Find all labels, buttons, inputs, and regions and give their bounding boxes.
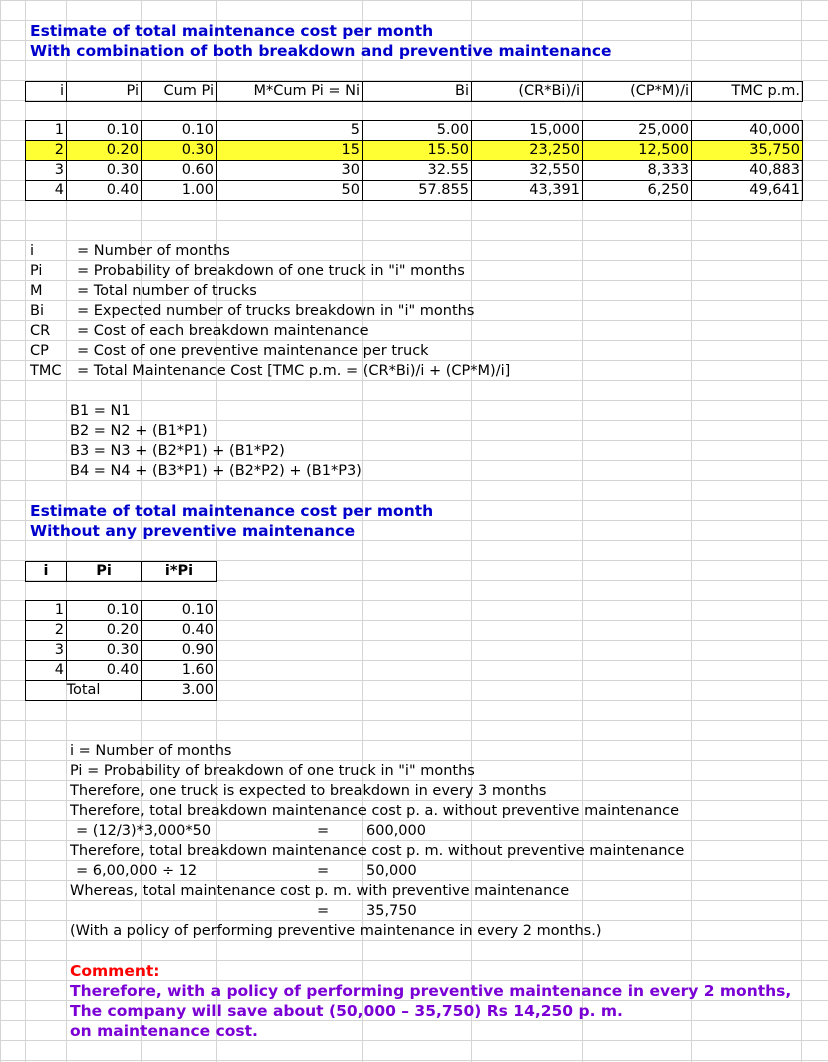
header-cell: i bbox=[26, 82, 67, 102]
table-row bbox=[26, 161, 803, 181]
legend-definition: = Cost of one preventive maintenance per truck bbox=[77, 343, 429, 359]
legend-symbol: Pi bbox=[30, 263, 43, 279]
header-cell: Pi bbox=[67, 82, 142, 102]
table-cell: 4 bbox=[26, 661, 67, 681]
note-line: Therefore, total breakdown maintenance cost p. m. without preventive maintenance bbox=[70, 843, 685, 859]
table-cell: 0.40 bbox=[142, 621, 217, 641]
table-cell: 23,250 bbox=[472, 141, 583, 161]
table-cell: 2 bbox=[26, 141, 67, 161]
table-cell: 0.10 bbox=[67, 601, 142, 621]
table-cell: 0.90 bbox=[142, 641, 217, 661]
table-header-row bbox=[26, 82, 803, 102]
table-row bbox=[26, 181, 803, 201]
table-cell: 5 bbox=[217, 121, 363, 141]
table-cell: 1 bbox=[26, 121, 67, 141]
table-cell: 0.30 bbox=[67, 641, 142, 661]
table-cell: 49,641 bbox=[692, 181, 803, 201]
table-cell: 15,000 bbox=[472, 121, 583, 141]
calc-equals: = bbox=[317, 903, 330, 919]
header-cell: i bbox=[26, 562, 67, 582]
note-line: Whereas, total maintenance cost p. m. with preventive maintenance bbox=[70, 883, 570, 899]
table-cell: 3 bbox=[26, 161, 67, 181]
formula-line: B1 = N1 bbox=[70, 403, 131, 419]
total-label: Total bbox=[26, 681, 142, 701]
table-cell: 0.30 bbox=[142, 141, 217, 161]
legend-symbol: i bbox=[30, 243, 35, 259]
spacer-row bbox=[26, 102, 803, 121]
table-cell: 35,750 bbox=[692, 141, 803, 161]
table-cell: 0.20 bbox=[67, 621, 142, 641]
no-preventive-table bbox=[25, 561, 217, 701]
section-title: Estimate of total maintenance cost per month bbox=[30, 502, 434, 520]
table-cell: 25,000 bbox=[583, 121, 692, 141]
table-cell: 32,550 bbox=[472, 161, 583, 181]
table-row bbox=[26, 661, 217, 681]
table-cell: 15 bbox=[217, 141, 363, 161]
legend-definition: = Total Maintenance Cost [TMC p.m. = (CR*Bi)/i + (CP*M)/i] bbox=[77, 363, 511, 379]
table-cell: 0.60 bbox=[142, 161, 217, 181]
table-row bbox=[26, 641, 217, 661]
legend-definition: = Expected number of trucks breakdown in "i" months bbox=[77, 303, 475, 319]
note-line: Therefore, total breakdown maintenance cost p. a. without preventive maintenance bbox=[70, 803, 680, 819]
table-cell: 32.55 bbox=[363, 161, 472, 181]
section-subtitle: With combination of both breakdown and preventive maintenance bbox=[30, 42, 612, 60]
table-cell: 1.60 bbox=[142, 661, 217, 681]
comment-text: The company will save about (50,000 – 35,750) Rs 14,250 p. m. bbox=[70, 1002, 623, 1020]
header-cell: Bi bbox=[363, 82, 472, 102]
table-cell: 50 bbox=[217, 181, 363, 201]
table-cell: 6,250 bbox=[583, 181, 692, 201]
table-cell: 15.50 bbox=[363, 141, 472, 161]
note-line: (With a policy of performing preventive maintenance in every 2 months.) bbox=[70, 923, 602, 939]
note-line: i = Number of months bbox=[70, 743, 232, 759]
comment-label: Comment: bbox=[70, 962, 160, 980]
comment-text: on maintenance cost. bbox=[70, 1022, 258, 1040]
total-value: 3.00 bbox=[142, 681, 217, 701]
table-cell: 0.10 bbox=[67, 121, 142, 141]
formula-line: B4 = N4 + (B3*P1) + (B2*P2) + (B1*P3) bbox=[70, 463, 362, 479]
note-line: Therefore, one truck is expected to breakdown in every 3 months bbox=[70, 783, 547, 799]
header-cell: TMC p.m. bbox=[692, 82, 803, 102]
note-line: Pi = Probability of breakdown of one truck in "i" months bbox=[70, 763, 475, 779]
header-cell: (CP*M)/i bbox=[583, 82, 692, 102]
calc-expression: = (12/3)*3,000*50 bbox=[76, 823, 212, 839]
table-cell: 57.855 bbox=[363, 181, 472, 201]
table-cell: 4 bbox=[26, 181, 67, 201]
table-cell: 0.10 bbox=[142, 601, 217, 621]
header-cell: (CR*Bi)/i bbox=[472, 82, 583, 102]
table-cell: 12,500 bbox=[583, 141, 692, 161]
legend-symbol: M bbox=[30, 283, 43, 299]
legend-symbol: TMC bbox=[30, 363, 62, 379]
calc-result: 600,000 bbox=[366, 823, 426, 839]
table-row bbox=[26, 601, 217, 621]
table-cell: 0.30 bbox=[67, 161, 142, 181]
formula-line: B2 = N2 + (B1*P1) bbox=[70, 423, 208, 439]
header-cell: Pi bbox=[67, 562, 142, 582]
table-cell: 30 bbox=[217, 161, 363, 181]
table-cell: 1 bbox=[26, 601, 67, 621]
section-title: Estimate of total maintenance cost per month bbox=[30, 22, 434, 40]
formula-line: B3 = N3 + (B2*P1) + (B1*P2) bbox=[70, 443, 285, 459]
legend-symbol: CP bbox=[30, 343, 49, 359]
table-cell: 0.10 bbox=[142, 121, 217, 141]
table-cell: 0.20 bbox=[67, 141, 142, 161]
legend-symbol: CR bbox=[30, 323, 51, 339]
table-cell: 2 bbox=[26, 621, 67, 641]
table-row bbox=[26, 121, 803, 141]
calc-result: 35,750 bbox=[366, 903, 417, 919]
calc-equals: = bbox=[317, 823, 330, 839]
legend-definition: = Total number of trucks bbox=[77, 283, 257, 299]
table-cell: 0.40 bbox=[67, 661, 142, 681]
legend-symbol: Bi bbox=[30, 303, 44, 319]
table-cell: 3 bbox=[26, 641, 67, 661]
table-cell: 8,333 bbox=[583, 161, 692, 181]
header-cell: M*Cum Pi = Ni bbox=[217, 82, 363, 102]
table-cell: 40,000 bbox=[692, 121, 803, 141]
table-cell: 43,391 bbox=[472, 181, 583, 201]
calc-expression: = 6,00,000 ÷ 12 bbox=[76, 863, 198, 879]
calc-equals: = bbox=[317, 863, 330, 879]
total-row bbox=[26, 681, 217, 701]
section-subtitle: Without any preventive maintenance bbox=[30, 522, 356, 540]
table-row-highlighted bbox=[26, 141, 803, 161]
legend-definition: = Cost of each breakdown maintenance bbox=[77, 323, 369, 339]
table-cell: 5.00 bbox=[363, 121, 472, 141]
header-cell: Cum Pi bbox=[142, 82, 217, 102]
table-header-row bbox=[26, 562, 217, 582]
header-cell: i*Pi bbox=[142, 562, 217, 582]
maintenance-table bbox=[25, 81, 803, 201]
table-cell: 40,883 bbox=[692, 161, 803, 181]
legend-definition: = Number of months bbox=[77, 243, 230, 259]
legend-definition: = Probability of breakdown of one truck in "i" months bbox=[77, 263, 465, 279]
spacer-row bbox=[26, 582, 217, 601]
table-cell: 0.40 bbox=[67, 181, 142, 201]
table-cell: 1.00 bbox=[142, 181, 217, 201]
table-row bbox=[26, 621, 217, 641]
calc-result: 50,000 bbox=[366, 863, 417, 879]
comment-text: Therefore, with a policy of performing preventive maintenance in every 2 months, bbox=[70, 982, 792, 1000]
